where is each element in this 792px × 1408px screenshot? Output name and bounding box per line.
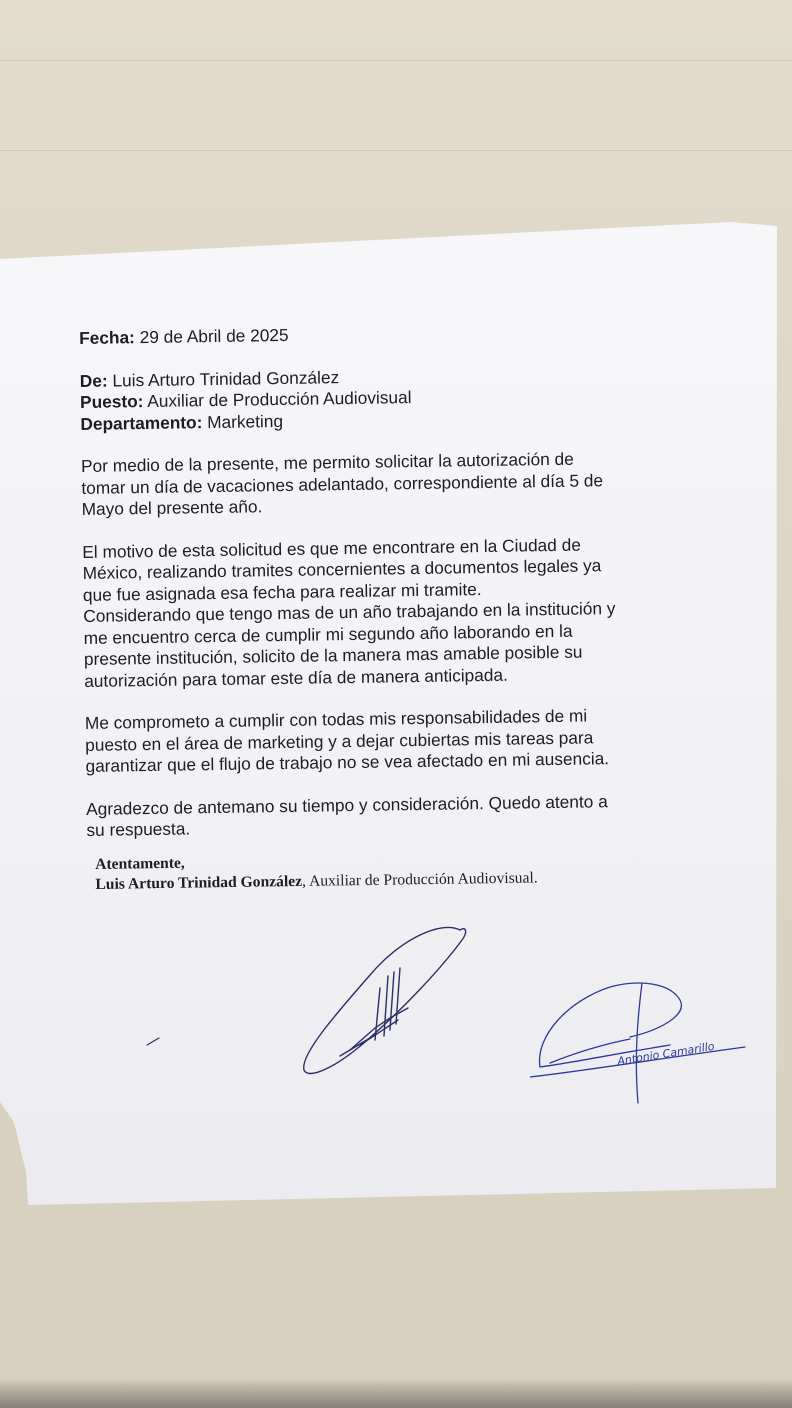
fecha-label: Fecha: (79, 327, 135, 348)
paragraph-3-line: garantizar que el flujo de trabajo no se vea afectado en mi ausencia. (85, 748, 610, 776)
paragraph-2-line: autorización para tomar este día de manera anticipada. (84, 664, 508, 691)
desk-grain (0, 60, 792, 61)
fecha-value: 29 de Abril de 2025 (134, 324, 289, 348)
paragraph-2-line: que fue asignada esa fecha para realizar mi tramite. (82, 578, 482, 605)
desk-grain (0, 150, 792, 151)
paragraph-2-line: Considerando que tengo mas de un año trabajando en la institución y (83, 598, 616, 626)
paragraph-2-line: presente institución, solicito de la manera mas amable posible su (83, 641, 583, 669)
de-label: De: (79, 370, 108, 391)
desk-edge-shadow (0, 1378, 792, 1408)
de-value: Luis Arturo Trinidad González (107, 366, 340, 391)
departamento-label: Departamento: (80, 411, 203, 434)
signature-2-icon (530, 975, 760, 1110)
departamento-value: Marketing (202, 410, 284, 432)
paragraph-3-line: Me comprometo a cumplir con todas mis responsabilidades de mi (84, 705, 588, 733)
closing-label-text: Atentamente, (95, 854, 185, 873)
closing-name: Luis Arturo Trinidad González (95, 872, 303, 893)
paragraph-4-line: su respuesta. (86, 818, 191, 840)
paragraph-2-line: El motivo de esta solicitud es que me encontrare en la Ciudad de (82, 534, 581, 562)
paragraph-4-line: Agradezco de antemano su tiempo y consideración. Quedo atento a (85, 790, 608, 819)
signature-2-label: Antonio Camarillo (616, 1039, 716, 1068)
paragraph-2-line: me encuentro cerca de cumplir mi segundo año laborando en la (83, 620, 573, 648)
paragraph-2-line: México, realizando tramites concernientes a documentos legales ya (82, 555, 602, 583)
paragraph-3-line: puesto en el área de marketing y a dejar cubiertas mis tareas para (85, 726, 594, 755)
paragraph-1-line: Por medio de la presente, me permito solicitar la autorización de (80, 448, 574, 476)
puesto-value: Auxiliar de Producción Audiovisual (143, 387, 412, 412)
closing-role: , Auxiliar de Producción Audiovisual. (301, 869, 538, 890)
puesto-label: Puesto: (79, 391, 144, 412)
pen-mark-icon (145, 1034, 165, 1048)
signature-1-icon (290, 920, 480, 1085)
letter-body (79, 319, 687, 841)
paragraph-1-line: Mayo del presente año. (81, 496, 263, 519)
paragraph-1-line: tomar un día de vacaciones adelantado, correspondiente al día 5 de (81, 469, 604, 498)
closing-block (95, 848, 538, 895)
